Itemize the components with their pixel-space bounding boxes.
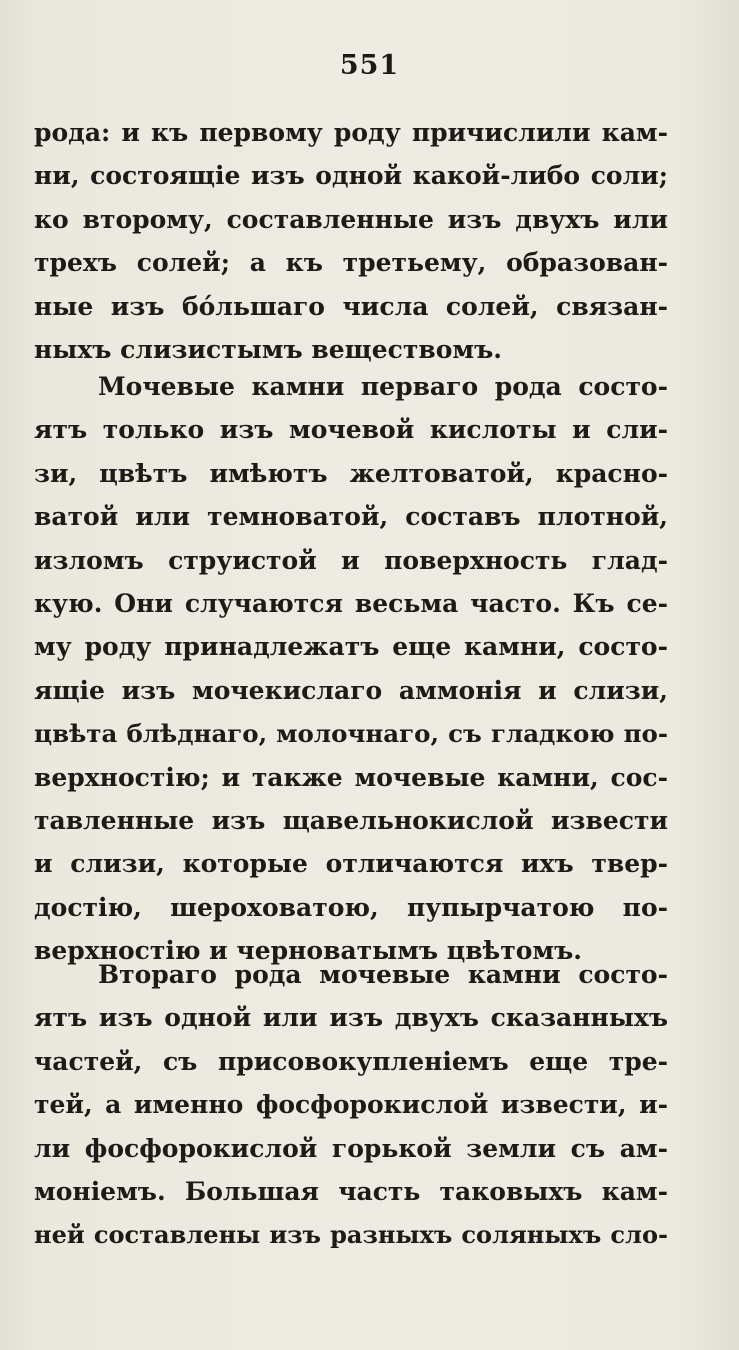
page-number: 551 [339, 50, 400, 81]
text-line: ящіе изъ мочекислаго аммонія и слизи, [34, 675, 668, 705]
text-line: му роду принадлежатъ еще камни, состо- [34, 632, 668, 662]
paragraph-3 [34, 953, 668, 1257]
text-line: ятъ изъ одной или изъ двухъ сказанныхъ [34, 1003, 668, 1033]
text-line: ятъ только изъ мочевой кислоты и сли- [34, 415, 668, 445]
text-line: ко второму, составленные изъ двухъ или [34, 204, 668, 234]
text-line: Мочевые камни перваго рода состо- [98, 372, 668, 401]
text-line: моніемъ. Большая часть таковыхъ кам- [34, 1176, 668, 1206]
text-line: ли фосфорокислой горькой земли съ ам- [34, 1133, 668, 1163]
text-line: ней составлены изъ разныхъ соляныхъ сло- [34, 1220, 668, 1250]
text-line: и слизи, которые отличаются ихъ твер- [34, 849, 668, 879]
paragraph-2 [34, 365, 668, 972]
text-line: зи, цвѣтъ имѣютъ желтоватой, красно- [34, 458, 668, 488]
text-line: Втораго рода мочевые камни состо- [98, 960, 668, 989]
text-line: верхностію; и также мочевые камни, сос- [34, 762, 668, 792]
text-line: цвѣта блѣднаго, молочнаго, съ гладкою по- [34, 719, 668, 749]
text-line: трехъ солей; а къ третьему, образован- [34, 248, 668, 278]
text-line: тей, а именно фосфорокислой извести, и- [34, 1090, 668, 1120]
text-line: тавленные изъ щавельнокислой извести [34, 805, 668, 835]
text-line: ватой или темноватой, составъ плотной, [34, 502, 668, 532]
text-line: частей, съ присовокупленіемъ еще тре- [34, 1046, 668, 1076]
text-line: ни, состоящіе изъ одной какой-либо соли; [34, 161, 668, 191]
text-line: рода: и къ первому роду причислили кам- [34, 118, 668, 147]
text-line: кую. Они случаются весьма часто. Къ се- [34, 588, 668, 618]
text-line: изломъ струистой и поверхность глад- [34, 545, 668, 575]
paragraph-1 [34, 111, 668, 371]
text-line: достію, шероховатою, пупырчатою по- [34, 892, 668, 922]
text-line: ные изъ бо́льшаго числа солей, связан- [34, 291, 668, 321]
text-line: верхностію и черноватымъ цвѣтомъ. [34, 936, 582, 966]
text-line: ныхъ слизистымъ веществомъ. [34, 334, 502, 364]
